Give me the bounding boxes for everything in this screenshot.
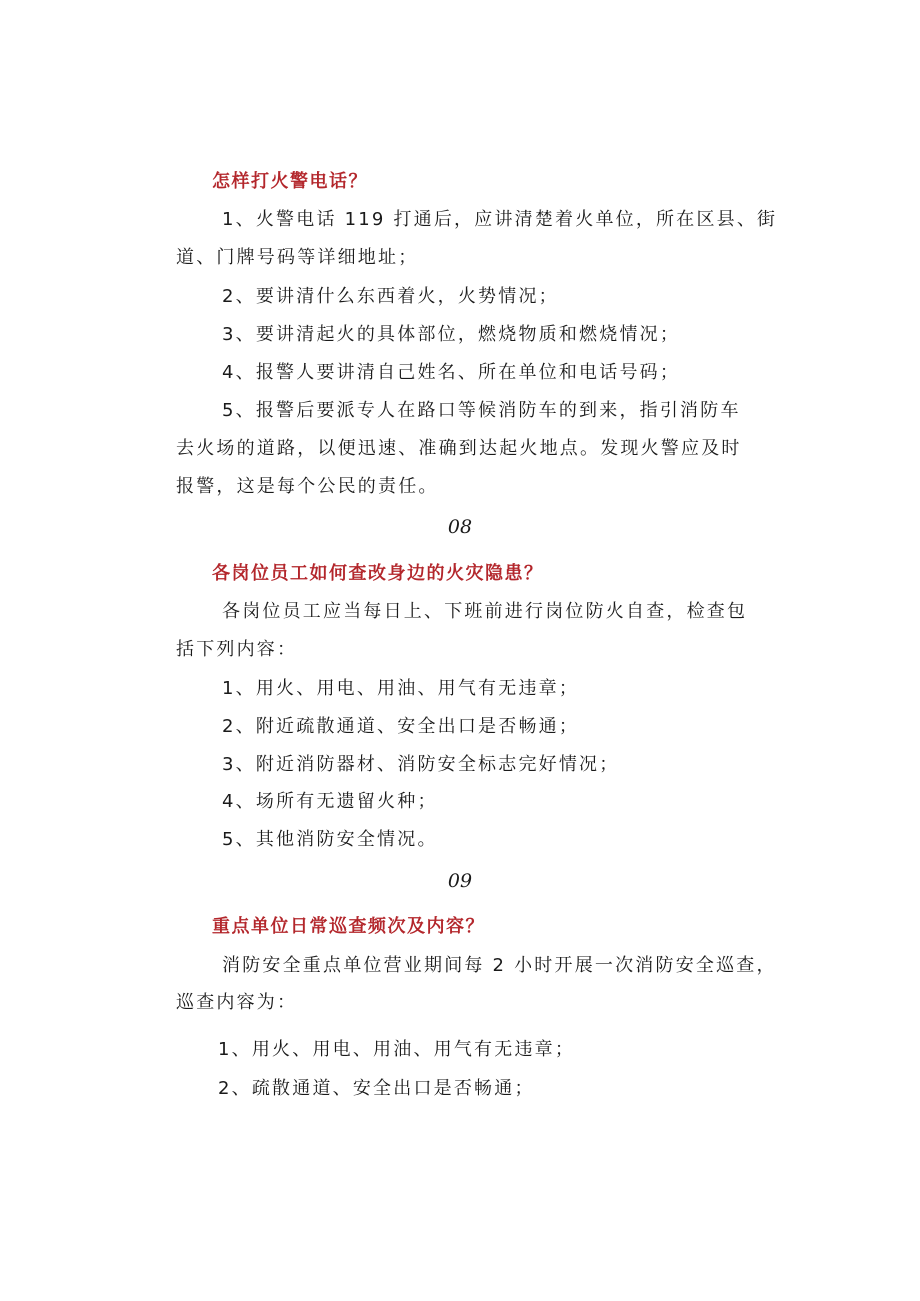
section-number: 08 — [447, 516, 473, 538]
list-item: 1、用火、用电、用油、用气有无违章； — [222, 678, 580, 699]
list-item: 3、附近消防器材、消防安全标志完好情况； — [222, 754, 620, 775]
list-item: 4、场所有无遗留火种； — [222, 791, 438, 812]
list-item-line: 5、报警后要派专人在路口等候消防车的到来，指引消防车 — [222, 400, 741, 421]
list-item: 3、要讲清起火的具体部位，燃烧物质和燃烧情况； — [222, 324, 681, 345]
list-item-line: 报警，这是每个公民的责任。 — [176, 476, 439, 497]
list-item: 4、报警人要讲清自己姓名、所在单位和电话号码； — [222, 362, 681, 383]
section-heading-hazard-check: 各岗位员工如何查改身边的火灾隐患？ — [212, 563, 544, 584]
list-item: 2、附近疏散通道、安全出口是否畅通； — [222, 716, 580, 737]
list-item: 2、要讲清什么东西着火，火势情况； — [222, 286, 559, 307]
list-item: 2、疏散通道、安全出口是否畅通； — [218, 1078, 535, 1099]
paragraph-line: 括下列内容： — [176, 639, 298, 660]
list-item-line: 1、火警电话 119 打通后，应讲清楚着火单位，所在区县、街 — [222, 209, 778, 230]
list-item: 1、用火、用电、用油、用气有无违章； — [218, 1039, 576, 1060]
paragraph-line: 消防安全重点单位营业期间每 2 小时开展一次消防安全巡查， — [222, 955, 777, 976]
list-item-line: 去火场的道路，以便迅速、准确到达起火地点。发现火警应及时 — [176, 438, 742, 459]
section-number: 09 — [447, 870, 473, 892]
list-item: 5、其他消防安全情况。 — [222, 829, 438, 850]
paragraph-line: 各岗位员工应当每日上、下班前进行岗位防火自查，检查包 — [222, 601, 748, 622]
section-heading-fire-call: 怎样打火警电话？ — [212, 171, 368, 192]
section-heading-patrol: 重点单位日常巡查频次及内容？ — [212, 916, 485, 937]
list-item-line: 道、门牌号码等详细地址； — [176, 247, 419, 268]
paragraph-line: 巡查内容为： — [176, 992, 298, 1013]
